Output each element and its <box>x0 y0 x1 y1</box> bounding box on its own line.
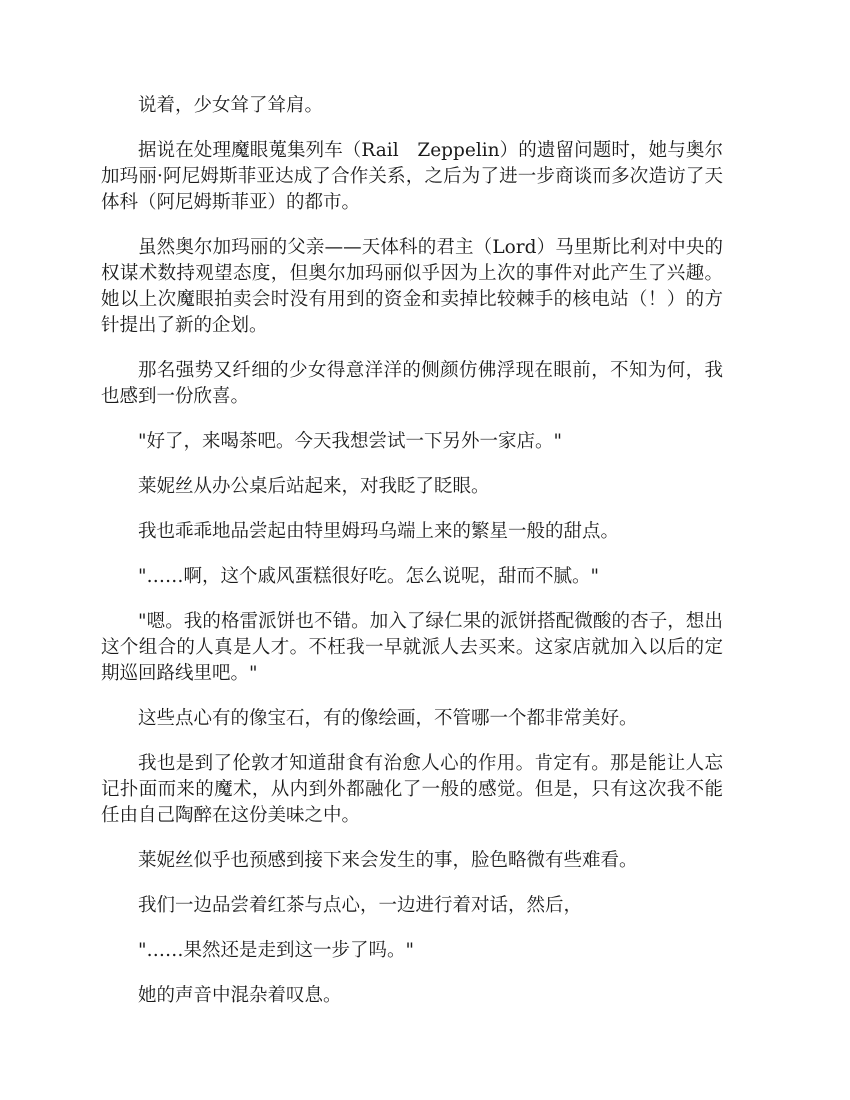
paragraph: "嗯。我的格雷派饼也不错。加入了绿仁果的派饼搭配微酸的杏子，想出这个组合的人真是人才。不枉我一早就派人去买来。这家店就加入以后的定期巡回路线里吧。" <box>101 611 723 684</box>
paragraph: "好了，来喝茶吧。今天我想尝试一下另外一家店。" <box>138 431 563 452</box>
paragraph: 莱妮丝从办公桌后站起来，对我眨了眨眼。 <box>138 476 490 497</box>
paragraph: "……果然还是走到这一步了吗。" <box>138 940 415 961</box>
paragraph: 说着，少女耸了耸肩。 <box>138 95 324 116</box>
paragraph: 这些点心有的像宝石，有的像绘画，不管哪一个都非常美好。 <box>138 708 638 729</box>
paragraph: 莱妮丝似乎也预感到接下来会发生的事，脸色略微有些难看。 <box>138 850 638 871</box>
paragraph: "……啊，这个戚风蛋糕很好吃。怎么说呢，甜而不腻。" <box>138 566 600 587</box>
paragraph: 她的声音中混杂着叹息。 <box>138 985 342 1006</box>
document-body <box>101 93 723 1028</box>
paragraph: 我也乖乖地品尝起由特里姆玛乌端上来的繁星一般的甜点。 <box>138 521 620 542</box>
paragraph: 虽然奥尔加玛丽的父亲——天体科的君主（Lord）马里斯比利对中央的权谋术数持观望态度，但奥尔加玛丽似乎因为上次的事件对此产生了兴趣。她以上次魔眼拍卖会时没有用到的资金和卖掉比较棘手的核电站（！）的方针提出了新的企划。 <box>101 237 723 336</box>
paragraph: 那名强势又纤细的少女得意洋洋的侧颜仿佛浮现在眼前，不知为何，我也感到一份欣喜。 <box>101 360 723 407</box>
paragraph: 我也是到了伦敦才知道甜食有治愈人心的作用。肯定有。那是能让人忘记扑面而来的魔术，从内到外都融化了一般的感觉。但是，只有这次我不能任由自己陶醉在这份美味之中。 <box>101 753 723 826</box>
paragraph: 据说在处理魔眼蒐集列车（Rail Zeppelin）的遗留问题时，她与奥尔加玛丽·阿尼姆斯菲亚达成了合作关系，之后为了进一步商谈而多次造访了天体科（阿尼姆斯菲亚）的都市。 <box>101 140 723 213</box>
paragraph: 我们一边品尝着红茶与点心，一边进行着对话，然后， <box>138 895 583 916</box>
